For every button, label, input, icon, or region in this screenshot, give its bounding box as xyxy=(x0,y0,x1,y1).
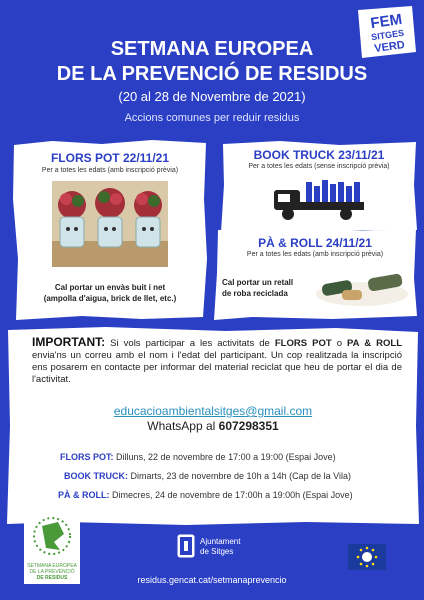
contact-email-link[interactable] xyxy=(6,404,420,418)
coat-of-arms-icon xyxy=(176,533,196,561)
eu-life-logo xyxy=(348,544,386,570)
sepr-line-1: SETMANA EUROPEA xyxy=(27,563,77,569)
pa-roll-note-line-1: Cal portar un retall xyxy=(222,278,294,287)
info-card xyxy=(6,326,420,526)
whatsapp-label: WhatsApp al xyxy=(147,419,219,433)
ajuntament-line-1: Ajuntament xyxy=(200,537,241,546)
sepr-logo-emblem xyxy=(24,512,80,558)
flors-pot-audience: Per a totes les edats (amb inscripció prèvia) xyxy=(41,167,179,174)
info-paragraph xyxy=(32,336,402,386)
closing-message: Us esperem! xyxy=(169,507,255,524)
sepr-line-2: DE LA PREVENCIÓ xyxy=(29,569,75,575)
ajuntament-logo xyxy=(176,533,254,563)
sepr-line-3: DE RESIDUS xyxy=(36,575,68,581)
page-title-line-1: SETMANA EUROPEA xyxy=(110,38,314,60)
info-flors-bold: FLORS POT xyxy=(274,338,332,349)
schedule-item-pa xyxy=(58,490,353,500)
logo-line-3: VERD xyxy=(373,38,406,56)
footer-url[interactable]: residus.gencat.cat/setmanaprevencio xyxy=(137,575,287,585)
ajuntament-line-2: de Sitges xyxy=(200,547,234,556)
sepr-logo xyxy=(24,512,80,584)
book-truck-audience: Per a totes les edats (sense inscripció prèvia) xyxy=(248,163,390,170)
important-label: IMPORTANT: xyxy=(32,335,106,349)
schedule-text: Dimarts, 23 de novembre de 10h a 14h (Cap de la Vila) xyxy=(128,471,351,481)
contact-email[interactable]: educacioambientalsitges@gmail.com xyxy=(113,404,313,418)
info-text-or: o xyxy=(331,338,348,349)
schedule-text: Dimecres, 24 de novembre de 17:00h a 19:00h (Espai Jove) xyxy=(109,490,353,500)
schedule-text: Dilluns, 22 de novembre de 17:00 a 19:00 (Espai Jove) xyxy=(113,452,336,462)
whatsapp-line xyxy=(6,419,420,433)
logo-line-1: FEM xyxy=(369,10,404,33)
pa-roll-note-line-2: de roba reciclada xyxy=(222,289,288,298)
flors-pot-note-line-2: (ampolla d'aigua, brick de llet, etc.) xyxy=(43,294,177,303)
whatsapp-number: 607298351 xyxy=(218,419,279,433)
flors-pot-title: FLORS POT 22/11/21 xyxy=(50,151,170,165)
event-dates: (20 al 28 de Novembre de 2021) xyxy=(118,89,306,104)
pa-roll-title: PÀ & ROLL 24/11/21 xyxy=(258,236,372,250)
plant-pots-photo xyxy=(52,181,168,267)
schedule-label: BOOK TRUCK: xyxy=(64,471,128,481)
schedule-label: PÀ & ROLL: xyxy=(58,490,110,500)
page-subtitle: Accions comunes per reduir residus xyxy=(124,112,300,124)
book-truck-card xyxy=(220,140,418,228)
book-truck-title: BOOK TRUCK 23/11/21 xyxy=(253,148,385,162)
info-text-1: Si vols participar a les activitats de xyxy=(105,338,275,349)
schedule-item-flors xyxy=(60,452,336,462)
info-pa-bold: PA & ROLL xyxy=(347,338,403,349)
bread-wrap-photo xyxy=(312,264,412,310)
page-title-line-2: DE LA PREVENCIÓ DE RESIDUS xyxy=(56,63,368,85)
flors-pot-card xyxy=(12,139,208,321)
info-text-2: envia'ns un correu amb el nom i l'edat del participant. Un cop realitzada la inscripció ens posarem en contacte per informar del material reciclat que heu de portar el dia de l'activitat. xyxy=(32,350,402,385)
schedule-label: FLORS POT: xyxy=(60,452,114,462)
pa-roll-audience: Per a totes les edats (amb inscripció prèvia) xyxy=(246,251,384,258)
truck-icon xyxy=(272,176,368,222)
flors-pot-note-line-1: Cal portar un envàs buit i net xyxy=(54,283,166,292)
schedule-item-truck xyxy=(64,471,351,481)
logo-line-2: SITGES xyxy=(370,27,405,43)
pa-roll-card xyxy=(212,228,418,320)
